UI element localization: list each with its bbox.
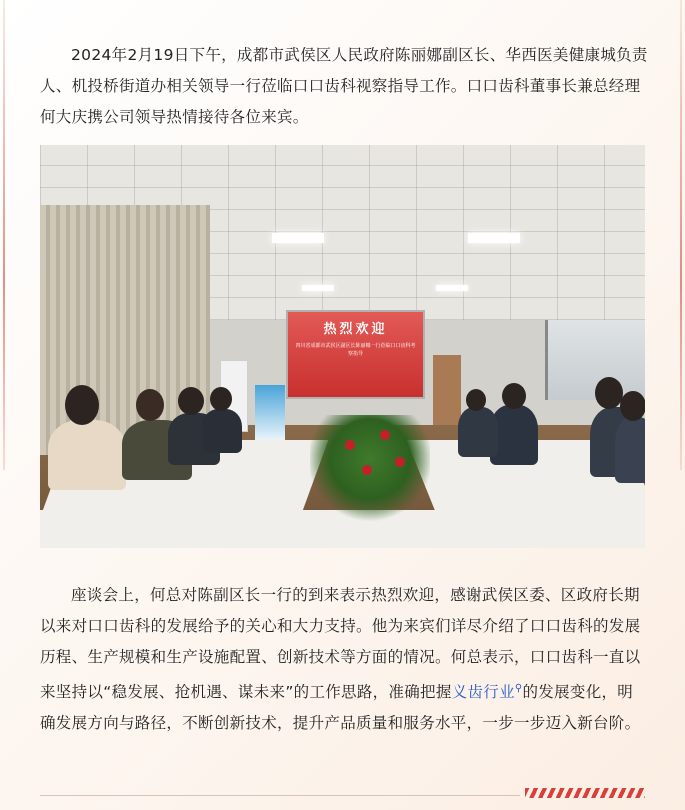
attendee-head bbox=[210, 387, 232, 411]
screen-title: 热烈欢迎 bbox=[323, 322, 388, 337]
attendee-head bbox=[620, 391, 645, 421]
attendee bbox=[458, 407, 498, 457]
ceiling-light bbox=[468, 233, 520, 243]
attendee-head bbox=[178, 387, 204, 415]
footer-stripes-decor bbox=[525, 788, 645, 798]
body-paragraph bbox=[40, 580, 648, 739]
attendee bbox=[202, 409, 242, 453]
red-flower bbox=[345, 440, 355, 450]
attendee-head bbox=[136, 389, 164, 421]
ceiling-light bbox=[436, 285, 468, 291]
left-decor-border bbox=[3, 0, 5, 470]
screen-subtitle: 四川省成都市武侯区副区长陈丽娜一行莅临口口齿科考察指导 bbox=[295, 343, 416, 357]
search-icon[interactable]: ⚲ bbox=[514, 683, 523, 694]
red-flower bbox=[362, 465, 372, 475]
intro-paragraph: 2024年2月19日下午，成都市武侯区人民政府陈丽娜副区长、华西医美健康城负责人、机投桥街道办相关领导一行莅临口口齿科视察指导工作。口口齿科董事长兼总经理何大庆携公司领导热情接待各位来宾。 bbox=[40, 46, 648, 126]
body-paragraph-text-1: 座谈会上，何总对陈副区长一行的到来表示热烈欢迎，感谢武侯区委、区政府长期以来对口口齿科的发展给予的关心和大力支持。他为来宾们详尽介绍了口口齿科的发展历程、生产规模和生产设施配置、创新技术等方面的情况。何总表示，口口齿科一直以来坚持以“稳发展、抢机遇、谋未来”的工作思路，准确把握 bbox=[40, 586, 641, 702]
body-paragraph-text-2: 的发展变化，明确发展方向与路径，不断创新技术，提升产品质量和服务水平，一步一步迈入新台阶。 bbox=[40, 683, 641, 733]
footer-divider bbox=[40, 795, 520, 796]
attendee-head bbox=[502, 383, 526, 409]
attendee-head bbox=[595, 377, 623, 409]
ceiling-light bbox=[272, 233, 324, 243]
meeting-photo bbox=[40, 145, 645, 548]
keyword-link[interactable]: 义齿行业 bbox=[451, 683, 515, 702]
rollup-banner bbox=[255, 385, 285, 440]
right-decor-border bbox=[680, 0, 682, 470]
ceiling-light bbox=[302, 285, 334, 291]
red-flower bbox=[395, 457, 405, 467]
projection-screen bbox=[286, 310, 425, 399]
attendee bbox=[48, 420, 126, 490]
photo-door bbox=[433, 355, 461, 425]
attendee bbox=[615, 417, 645, 483]
red-flower bbox=[380, 430, 390, 440]
attendee-head bbox=[466, 389, 486, 411]
attendee-head bbox=[65, 385, 99, 425]
